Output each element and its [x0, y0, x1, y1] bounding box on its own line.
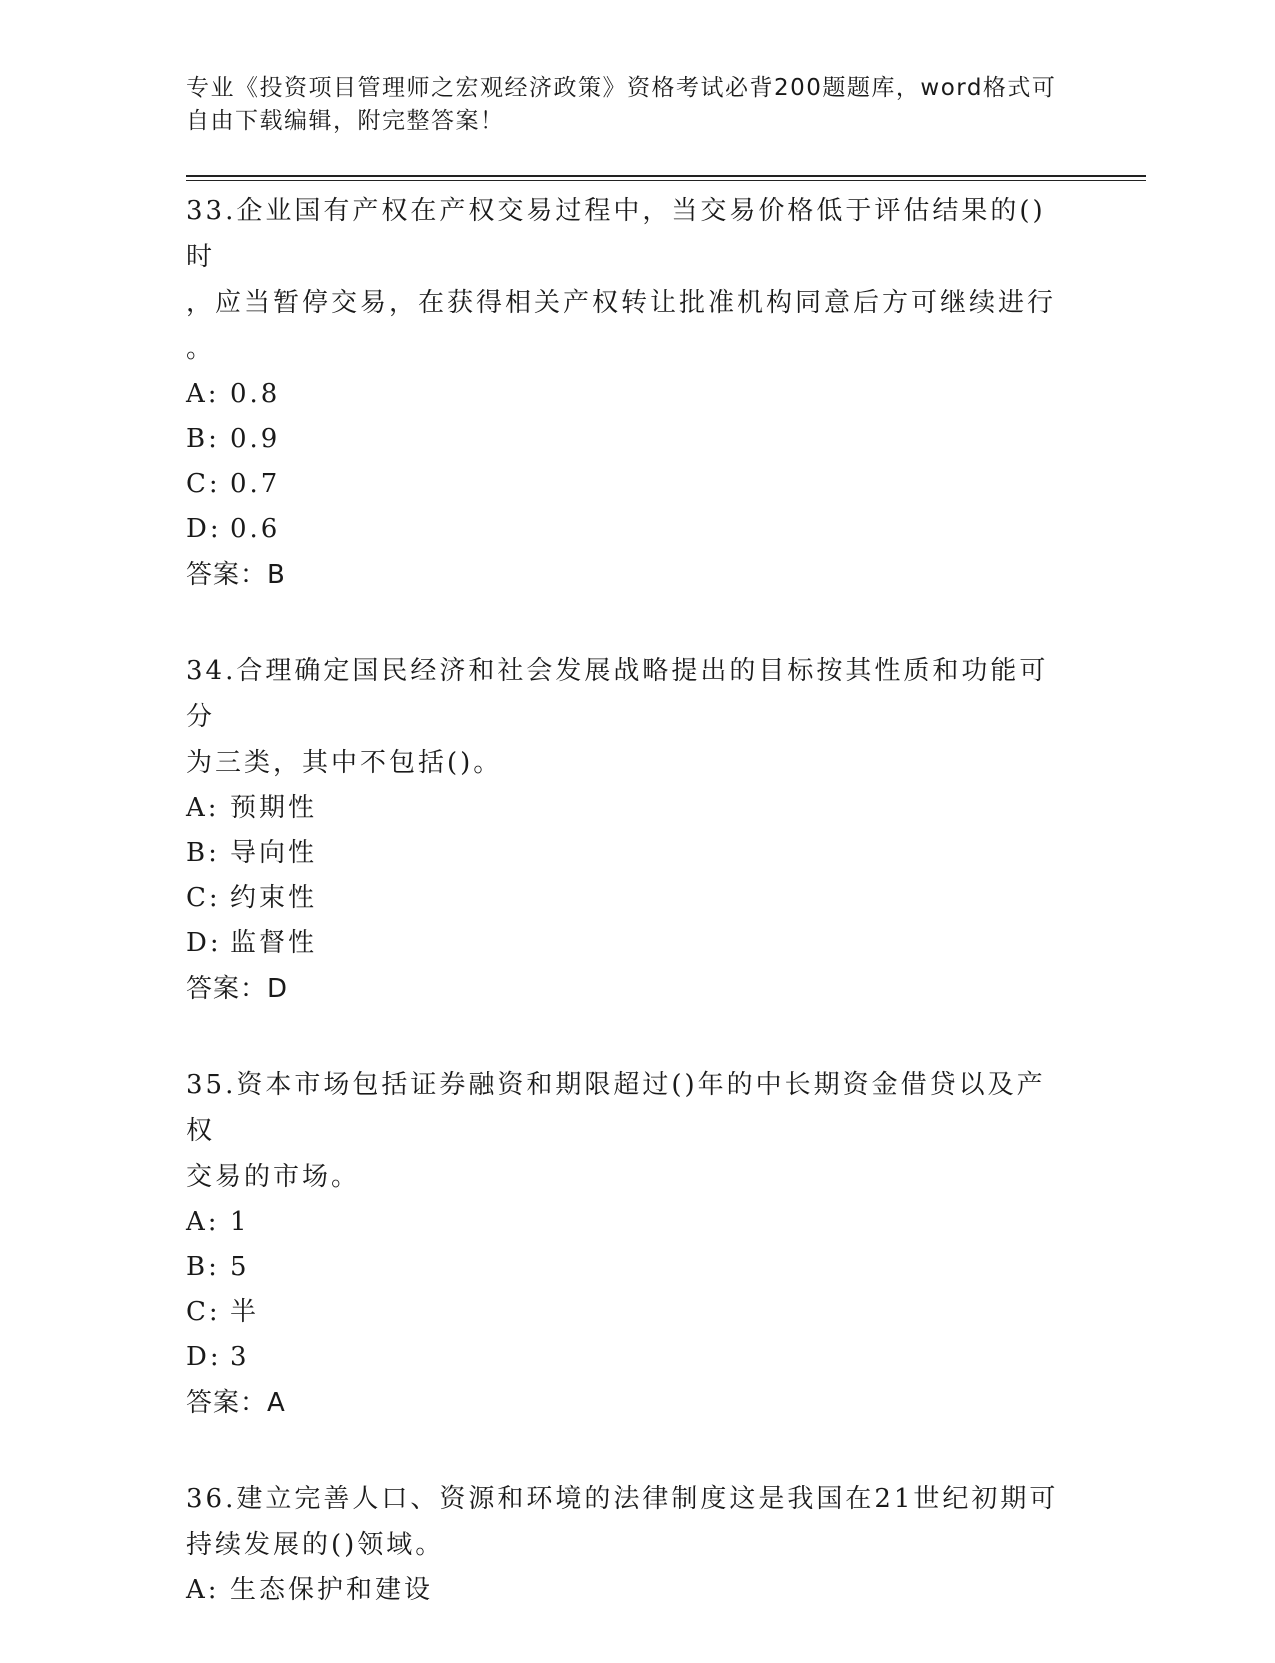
- option-text: 0.8: [230, 379, 281, 409]
- option-letter: C:: [186, 1297, 221, 1327]
- option-text: 监督性: [230, 928, 318, 958]
- option-text: 0.7: [230, 469, 281, 499]
- question-block: [186, 188, 1066, 598]
- answer-line: [186, 1380, 1066, 1426]
- question-text-line: 。: [186, 334, 216, 364]
- option-text: 导向性: [230, 838, 318, 868]
- option-text: 0.9: [230, 424, 281, 454]
- option-text: 约束性: [230, 883, 318, 913]
- document-header: [186, 72, 1086, 138]
- option-text: 0.6: [230, 514, 281, 544]
- option-letter: D:: [186, 514, 222, 544]
- option-text: 1: [230, 1207, 250, 1237]
- question-text-line: ，应当暂停交易，在获得相关产权转让批准机构同意后方可继续进行: [186, 288, 1057, 318]
- answer-value: B: [267, 560, 286, 590]
- option-text: 3: [230, 1342, 250, 1372]
- question-list: [186, 188, 1066, 1663]
- answer-option: [186, 462, 1066, 507]
- answer-option: [186, 786, 1066, 831]
- answer-option: [186, 831, 1066, 876]
- option-text: 生态保护和建设: [230, 1575, 434, 1605]
- question-text-line: 34.合理确定国民经济和社会发展战略提出的目标按其性质和功能可分: [186, 656, 1049, 732]
- question-text-line: 36.建立完善人口、资源和环境的法律制度这是我国在21世纪初期可: [186, 1484, 1059, 1514]
- question-text-line: 持续发展的()领域。: [186, 1530, 445, 1560]
- header-divider-thin: [186, 180, 1146, 181]
- answer-label: 答案：: [186, 1388, 268, 1418]
- option-letter: A:: [186, 379, 220, 409]
- answer-line: [186, 552, 1066, 598]
- header-line-1: 专业《投资项目管理师之宏观经济政策》资格考试必背200题题库，word格式可: [186, 75, 1057, 101]
- question-block: [186, 648, 1066, 1012]
- answer-option: [186, 507, 1066, 552]
- answer-option: [186, 1290, 1066, 1335]
- answer-option: [186, 1200, 1066, 1245]
- question-block: [186, 1062, 1066, 1426]
- option-letter: C:: [186, 883, 221, 913]
- question-text-line: 交易的市场。: [186, 1162, 361, 1192]
- option-letter: B:: [186, 1252, 220, 1282]
- option-letter: A:: [186, 1575, 220, 1605]
- option-letter: B:: [186, 424, 220, 454]
- question-block: [186, 1476, 1066, 1613]
- header-line-2: 自由下载编辑，附完整答案！: [186, 108, 505, 134]
- answer-option: [186, 417, 1066, 462]
- question-text-line: 35.资本市场包括证券融资和期限超过()年的中长期资金借贷以及产权: [186, 1070, 1046, 1146]
- question-text-line: 33.企业国有产权在产权交易过程中，当交易价格低于评估结果的()时: [186, 196, 1046, 272]
- answer-value: D: [267, 974, 289, 1004]
- answer-label: 答案：: [186, 560, 268, 590]
- question-text-line: 为三类，其中不包括()。: [186, 748, 503, 778]
- answer-option: [186, 372, 1066, 417]
- option-text: 半: [230, 1297, 260, 1327]
- option-text: 5: [230, 1252, 250, 1282]
- answer-option: [186, 876, 1066, 921]
- answer-option: [186, 1245, 1066, 1290]
- answer-value: A: [267, 1388, 286, 1418]
- answer-option: [186, 921, 1066, 966]
- answer-option: [186, 1568, 1066, 1613]
- answer-line: [186, 966, 1066, 1012]
- option-letter: D:: [186, 1342, 222, 1372]
- option-letter: C:: [186, 469, 221, 499]
- option-letter: D:: [186, 928, 222, 958]
- answer-label: 答案：: [186, 974, 268, 1004]
- answer-option: [186, 1335, 1066, 1380]
- option-letter: B:: [186, 838, 220, 868]
- option-text: 预期性: [230, 793, 318, 823]
- option-letter: A:: [186, 1207, 220, 1237]
- option-letter: A:: [186, 793, 220, 823]
- header-divider-thick: [186, 175, 1146, 177]
